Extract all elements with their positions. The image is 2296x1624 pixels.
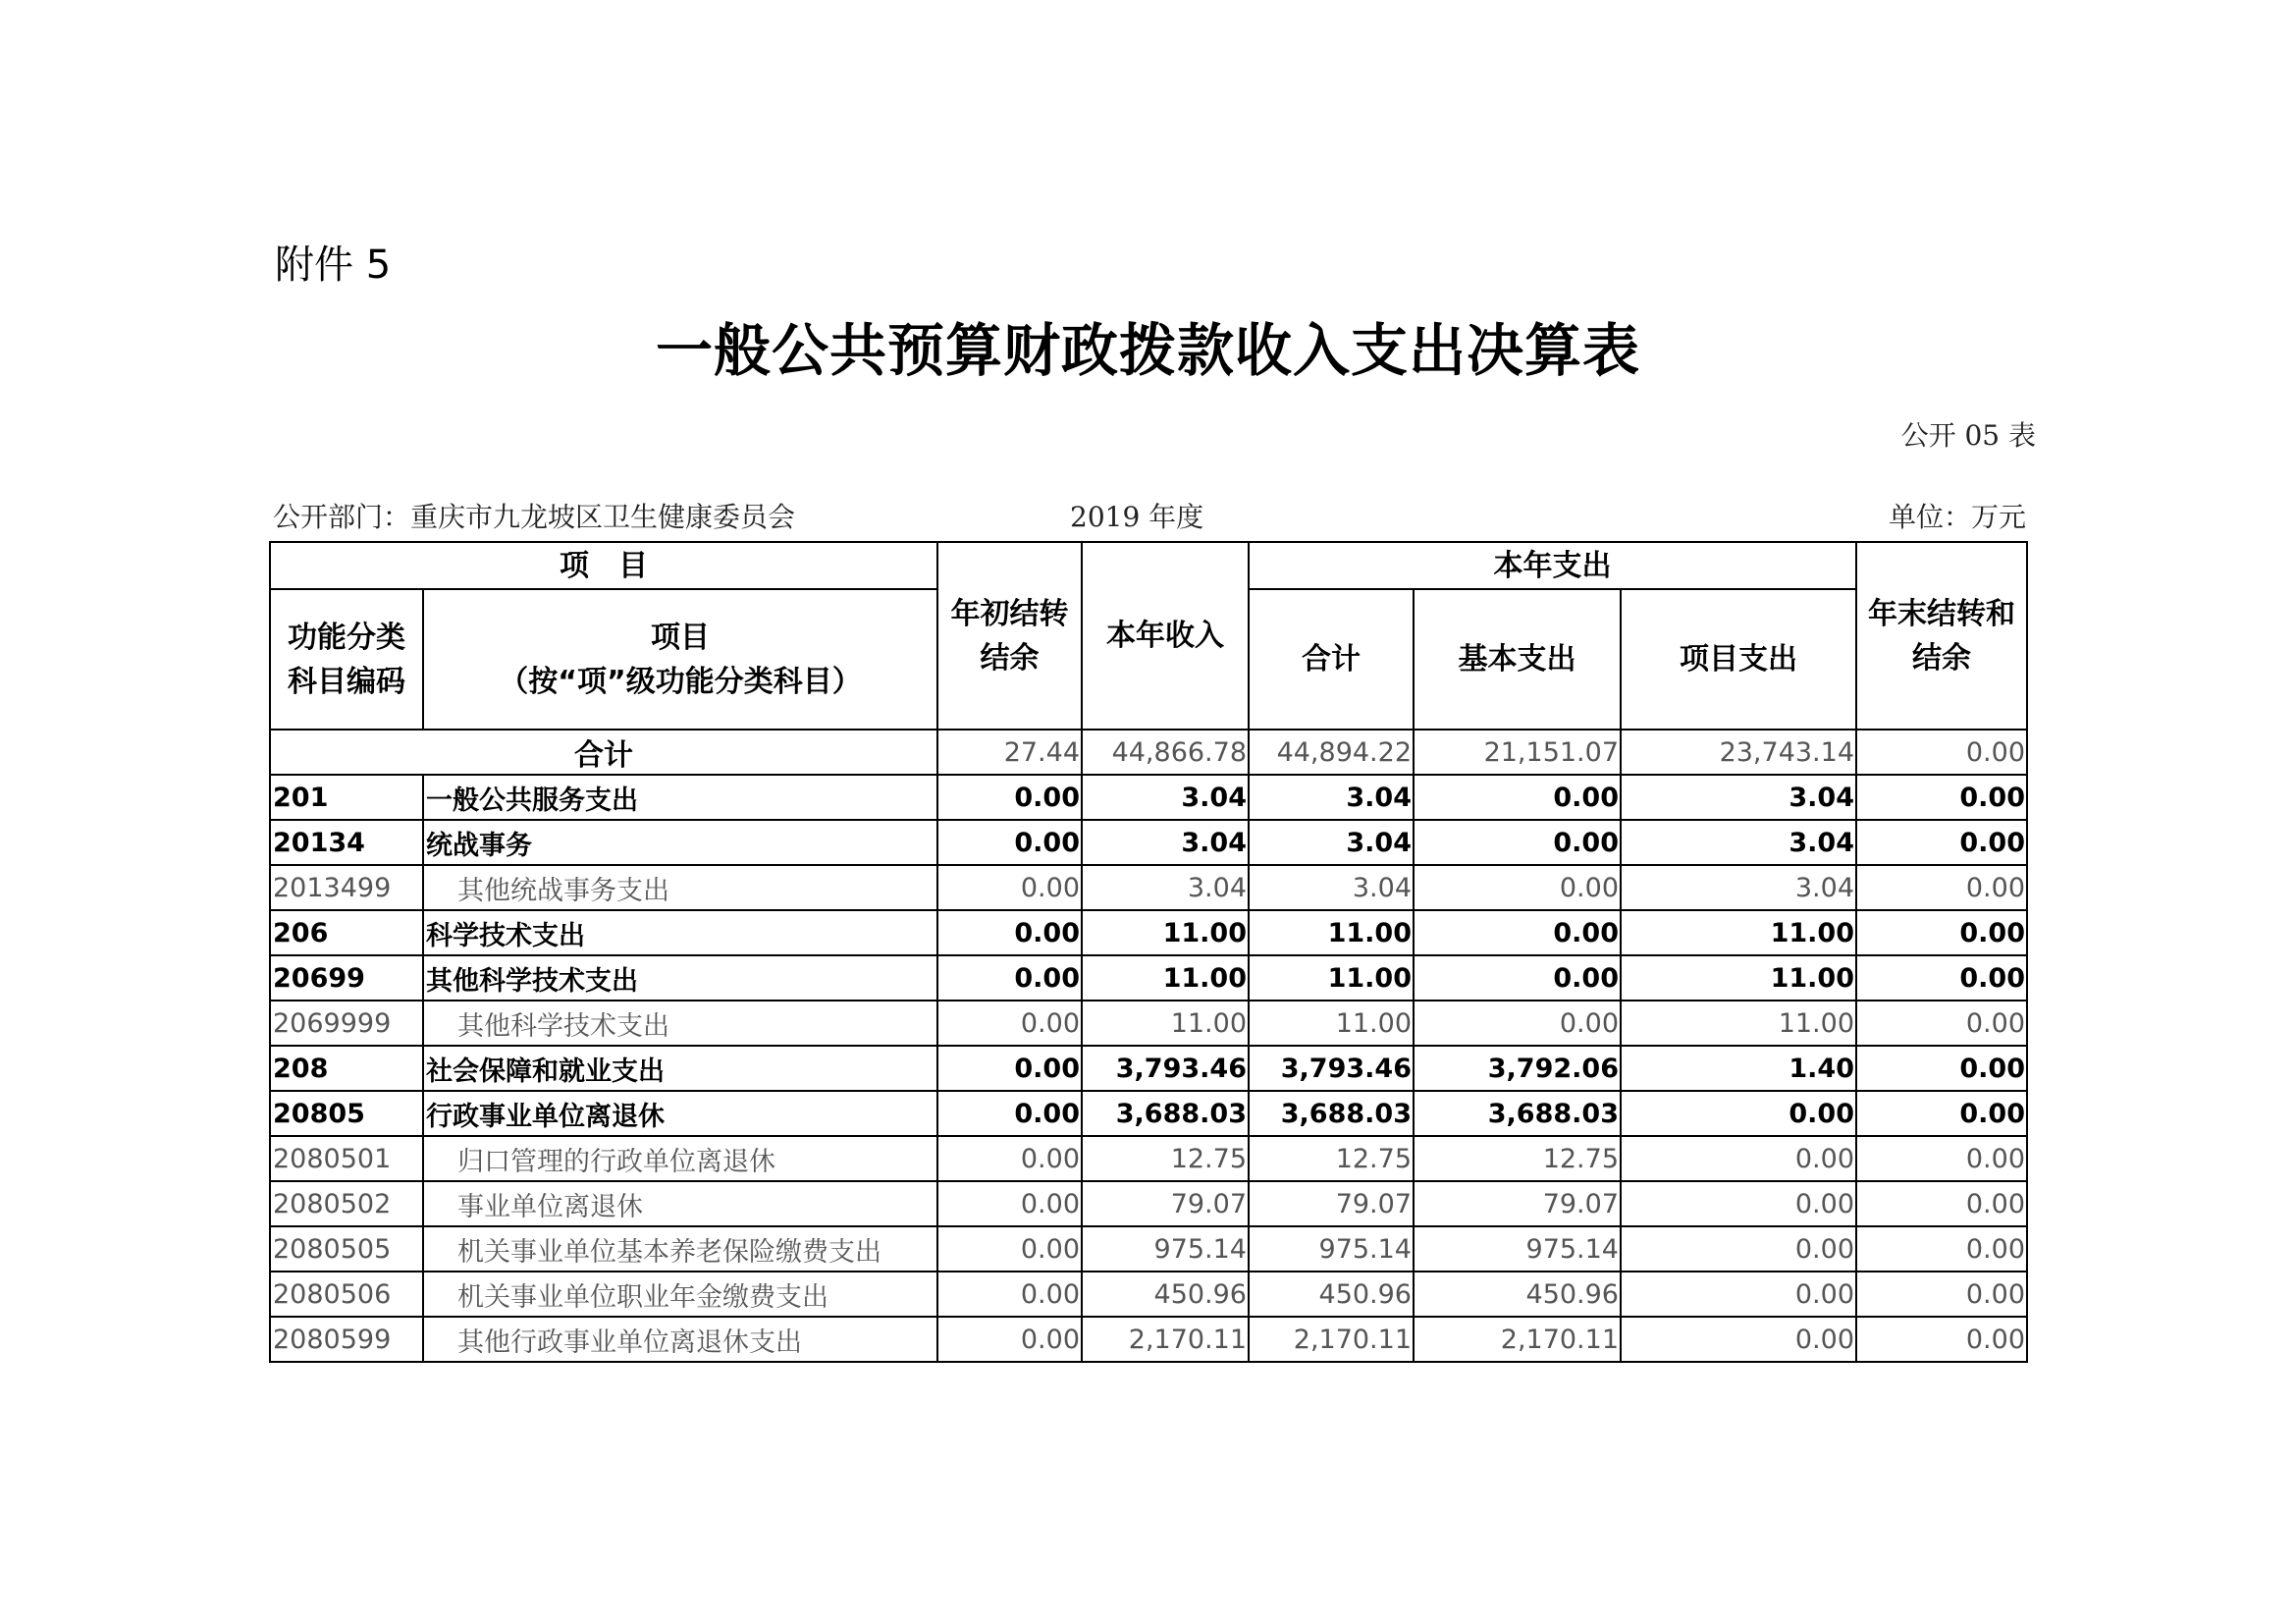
cell-basic: 975.14: [1414, 1226, 1621, 1272]
cell-begin: 0.00: [937, 1317, 1082, 1362]
cell-project: 1.40: [1621, 1046, 1856, 1091]
page-title: 一般公共预算财政拨款收入支出决算表: [655, 317, 1640, 384]
cell-basic: 0.00: [1414, 820, 1621, 865]
cell-income: 3.04: [1082, 820, 1249, 865]
cell-begin: 0.00: [937, 1091, 1082, 1136]
attachment-label: 附件 5: [275, 243, 392, 288]
cell-end: 0.00: [1856, 1181, 2027, 1226]
cell-total: 3,688.03: [1249, 1091, 1414, 1136]
cell-total: 3.04: [1249, 775, 1414, 820]
table-row: [270, 775, 2027, 820]
cell-total: 975.14: [1249, 1226, 1414, 1272]
cell-code: 2080505: [270, 1226, 423, 1272]
cell-project: 3.04: [1621, 775, 1856, 820]
cell-basic: 450.96: [1414, 1272, 1621, 1317]
cell-basic: 0.00: [1414, 910, 1621, 955]
cell-total: 11.00: [1249, 1001, 1414, 1046]
cell-name: 其他科学技术支出: [423, 955, 937, 1001]
table-row: [270, 1091, 2027, 1136]
table-row: [270, 1317, 2027, 1362]
cell-code: 20699: [270, 955, 423, 1001]
table-row: [270, 1181, 2027, 1226]
cell-code: 20134: [270, 820, 423, 865]
cell-project: 0.00: [1621, 1317, 1856, 1362]
total-project: 23,743.14: [1621, 730, 1856, 775]
table-row: [270, 1226, 2027, 1272]
header-begin-line1: 年初结转: [950, 596, 1069, 631]
cell-name: 机关事业单位职业年金缴费支出: [423, 1272, 937, 1317]
cell-total: 11.00: [1249, 955, 1414, 1001]
cell-income: 79.07: [1082, 1181, 1249, 1226]
total-total: 44,894.22: [1249, 730, 1414, 775]
cell-end: 0.00: [1856, 1317, 2027, 1362]
cell-income: 3,688.03: [1082, 1091, 1249, 1136]
cell-code: 2080502: [270, 1181, 423, 1226]
header-begin-line2: 结余: [980, 640, 1040, 676]
total-row: [270, 730, 2027, 775]
cell-basic: 3,792.06: [1414, 1046, 1621, 1091]
cell-name: 科学技术支出: [423, 910, 937, 955]
cell-project: 3.04: [1621, 820, 1856, 865]
cell-income: 450.96: [1082, 1272, 1249, 1317]
table-row: [270, 820, 2027, 865]
cell-name: 其他科学技术支出: [423, 1001, 937, 1046]
cell-total: 79.07: [1249, 1181, 1414, 1226]
header-item-line2: （按“项”级功能分类科目）: [499, 664, 862, 699]
cell-name: 统战事务: [423, 820, 937, 865]
department-label: 公开部门：重庆市九龙坡区卫生健康委员会: [273, 501, 796, 533]
cell-end: 0.00: [1856, 1272, 2027, 1317]
cell-project: 0.00: [1621, 1272, 1856, 1317]
cell-end: 0.00: [1856, 910, 2027, 955]
cell-code: 20805: [270, 1091, 423, 1136]
table-row: [270, 1136, 2027, 1181]
cell-code: 201: [270, 775, 423, 820]
cell-project: 11.00: [1621, 910, 1856, 955]
cell-income: 11.00: [1082, 1001, 1249, 1046]
table-row: [270, 865, 2027, 910]
cell-begin: 0.00: [937, 820, 1082, 865]
cell-code: 208: [270, 1046, 423, 1091]
total-label: 合计: [270, 730, 937, 775]
cell-total: 450.96: [1249, 1272, 1414, 1317]
cell-name: 社会保障和就业支出: [423, 1046, 937, 1091]
cell-income: 3.04: [1082, 775, 1249, 820]
header-code-line1: 功能分类: [288, 620, 405, 655]
table-row: [270, 1272, 2027, 1317]
cell-project: 0.00: [1621, 1136, 1856, 1181]
header-project: 项目支出: [1621, 589, 1856, 730]
cell-basic: 0.00: [1414, 865, 1621, 910]
cell-name: 其他行政事业单位离退休支出: [423, 1317, 937, 1362]
header-basic: 基本支出: [1414, 589, 1621, 730]
cell-project: 0.00: [1621, 1226, 1856, 1272]
cell-begin: 0.00: [937, 1136, 1082, 1181]
cell-end: 0.00: [1856, 775, 2027, 820]
cell-end: 0.00: [1856, 955, 2027, 1001]
cell-end: 0.00: [1856, 1091, 2027, 1136]
cell-basic: 3,688.03: [1414, 1091, 1621, 1136]
cell-begin: 0.00: [937, 1226, 1082, 1272]
cell-income: 11.00: [1082, 910, 1249, 955]
cell-name: 行政事业单位离退休: [423, 1091, 937, 1136]
cell-code: 2080599: [270, 1317, 423, 1362]
cell-code: 206: [270, 910, 423, 955]
table-number: 公开 05 表: [1900, 419, 2036, 452]
table-row: [270, 955, 2027, 1001]
cell-basic: 2,170.11: [1414, 1317, 1621, 1362]
cell-total: 3.04: [1249, 820, 1414, 865]
cell-code: 2069999: [270, 1001, 423, 1046]
cell-income: 3,793.46: [1082, 1046, 1249, 1091]
total-basic: 21,151.07: [1414, 730, 1621, 775]
cell-total: 12.75: [1249, 1136, 1414, 1181]
table-row: [270, 1046, 2027, 1091]
cell-income: 11.00: [1082, 955, 1249, 1001]
cell-project: 3.04: [1621, 865, 1856, 910]
header-total: 合计: [1249, 589, 1414, 730]
year-label: 2019 年度: [1070, 501, 1204, 533]
header-expense-group: 本年支出: [1249, 542, 1856, 589]
cell-begin: 0.00: [937, 955, 1082, 1001]
cell-name: 机关事业单位基本养老保险缴费支出: [423, 1226, 937, 1272]
cell-name: 事业单位离退休: [423, 1181, 937, 1226]
header-item-line1: 项目: [651, 620, 710, 655]
cell-end: 0.00: [1856, 1136, 2027, 1181]
cell-basic: 0.00: [1414, 1001, 1621, 1046]
cell-project: 0.00: [1621, 1091, 1856, 1136]
header-income: 本年收入: [1082, 542, 1249, 730]
cell-name: 其他统战事务支出: [423, 865, 937, 910]
cell-income: 2,170.11: [1082, 1317, 1249, 1362]
cell-basic: 12.75: [1414, 1136, 1621, 1181]
budget-table: [269, 541, 2028, 1363]
header-item: [423, 589, 937, 730]
cell-begin: 0.00: [937, 1272, 1082, 1317]
cell-basic: 0.00: [1414, 955, 1621, 1001]
header-end-balance: [1856, 542, 2027, 730]
header-end-line2: 结余: [1912, 640, 1971, 676]
cell-total: 11.00: [1249, 910, 1414, 955]
cell-end: 0.00: [1856, 820, 2027, 865]
cell-end: 0.00: [1856, 865, 2027, 910]
cell-begin: 0.00: [937, 910, 1082, 955]
table-row: [270, 1001, 2027, 1046]
cell-project: 0.00: [1621, 1181, 1856, 1226]
header-begin-balance: [937, 542, 1082, 730]
header-item-group: 项 目: [270, 542, 937, 589]
cell-income: 12.75: [1082, 1136, 1249, 1181]
cell-end: 0.00: [1856, 1046, 2027, 1091]
cell-income: 975.14: [1082, 1226, 1249, 1272]
header-code: [270, 589, 423, 730]
cell-total: 3.04: [1249, 865, 1414, 910]
cell-end: 0.00: [1856, 1226, 2027, 1272]
cell-total: 3,793.46: [1249, 1046, 1414, 1091]
header-end-line1: 年末结转和: [1868, 596, 2015, 631]
cell-basic: 79.07: [1414, 1181, 1621, 1226]
cell-begin: 0.00: [937, 865, 1082, 910]
total-income: 44,866.78: [1082, 730, 1249, 775]
cell-name: 一般公共服务支出: [423, 775, 937, 820]
cell-end: 0.00: [1856, 1001, 2027, 1046]
header-code-line2: 科目编码: [288, 664, 405, 699]
cell-basic: 0.00: [1414, 775, 1621, 820]
cell-begin: 0.00: [937, 1181, 1082, 1226]
cell-name: 归口管理的行政单位离退休: [423, 1136, 937, 1181]
cell-income: 3.04: [1082, 865, 1249, 910]
cell-total: 2,170.11: [1249, 1317, 1414, 1362]
cell-code: 2080506: [270, 1272, 423, 1317]
cell-begin: 0.00: [937, 775, 1082, 820]
table-row: [270, 910, 2027, 955]
cell-project: 11.00: [1621, 1001, 1856, 1046]
cell-project: 11.00: [1621, 955, 1856, 1001]
unit-label: 单位：万元: [1888, 501, 2026, 533]
cell-begin: 0.00: [937, 1001, 1082, 1046]
cell-code: 2013499: [270, 865, 423, 910]
cell-begin: 0.00: [937, 1046, 1082, 1091]
total-begin: 27.44: [937, 730, 1082, 775]
total-end: 0.00: [1856, 730, 2027, 775]
cell-code: 2080501: [270, 1136, 423, 1181]
